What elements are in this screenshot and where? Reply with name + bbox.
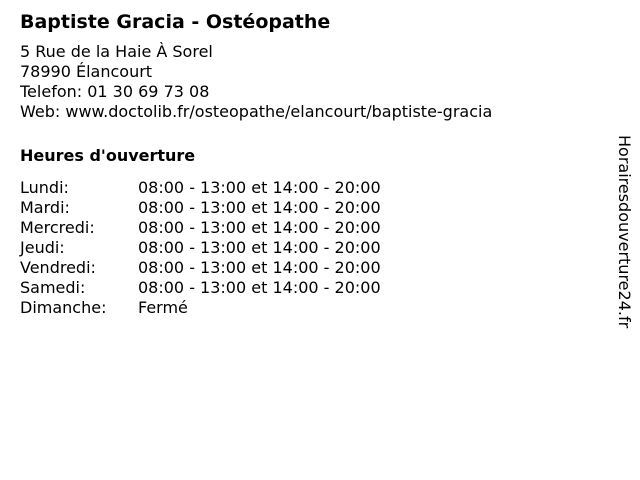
hours-row-tuesday <box>20 198 600 218</box>
phone-line: Telefon: 01 30 69 73 08 <box>20 82 210 101</box>
time-value: 08:00 - 13:00 et 14:00 - 20:00 <box>138 278 381 297</box>
address-block <box>20 42 600 122</box>
hours-row-friday <box>20 258 600 278</box>
opening-hours-heading: Heures d'ouverture <box>20 146 196 165</box>
address-city: 78990 Élancourt <box>20 62 153 81</box>
day-label: Lundi: <box>20 178 69 197</box>
time-value: Fermé <box>138 298 188 317</box>
address-street: 5 Rue de la Haie À Sorel <box>20 42 213 61</box>
time-value: 08:00 - 13:00 et 14:00 - 20:00 <box>138 198 381 217</box>
time-value: 08:00 - 13:00 et 14:00 - 20:00 <box>138 218 381 237</box>
time-value: 08:00 - 13:00 et 14:00 - 20:00 <box>138 178 381 197</box>
opening-hours-table <box>20 178 600 318</box>
web-line: Web: www.doctolib.fr/osteopathe/elancourt/baptiste-gracia <box>20 102 493 121</box>
hours-row-saturday <box>20 278 600 298</box>
day-label: Vendredi: <box>20 258 96 277</box>
hours-row-wednesday <box>20 218 600 238</box>
day-label: Dimanche: <box>20 298 107 317</box>
day-label: Samedi: <box>20 278 86 297</box>
business-title: Baptiste Gracia - Ostéopathe <box>20 11 331 33</box>
day-label: Mercredi: <box>20 218 95 237</box>
time-value: 08:00 - 13:00 et 14:00 - 20:00 <box>138 258 381 277</box>
day-label: Mardi: <box>20 198 70 217</box>
hours-row-monday <box>20 178 600 198</box>
hours-row-sunday <box>20 298 600 318</box>
site-watermark: Horairesdouverture24.fr <box>615 135 634 329</box>
business-card <box>20 10 600 318</box>
hours-row-thursday <box>20 238 600 258</box>
time-value: 08:00 - 13:00 et 14:00 - 20:00 <box>138 238 381 257</box>
day-label: Jeudi: <box>20 238 65 257</box>
